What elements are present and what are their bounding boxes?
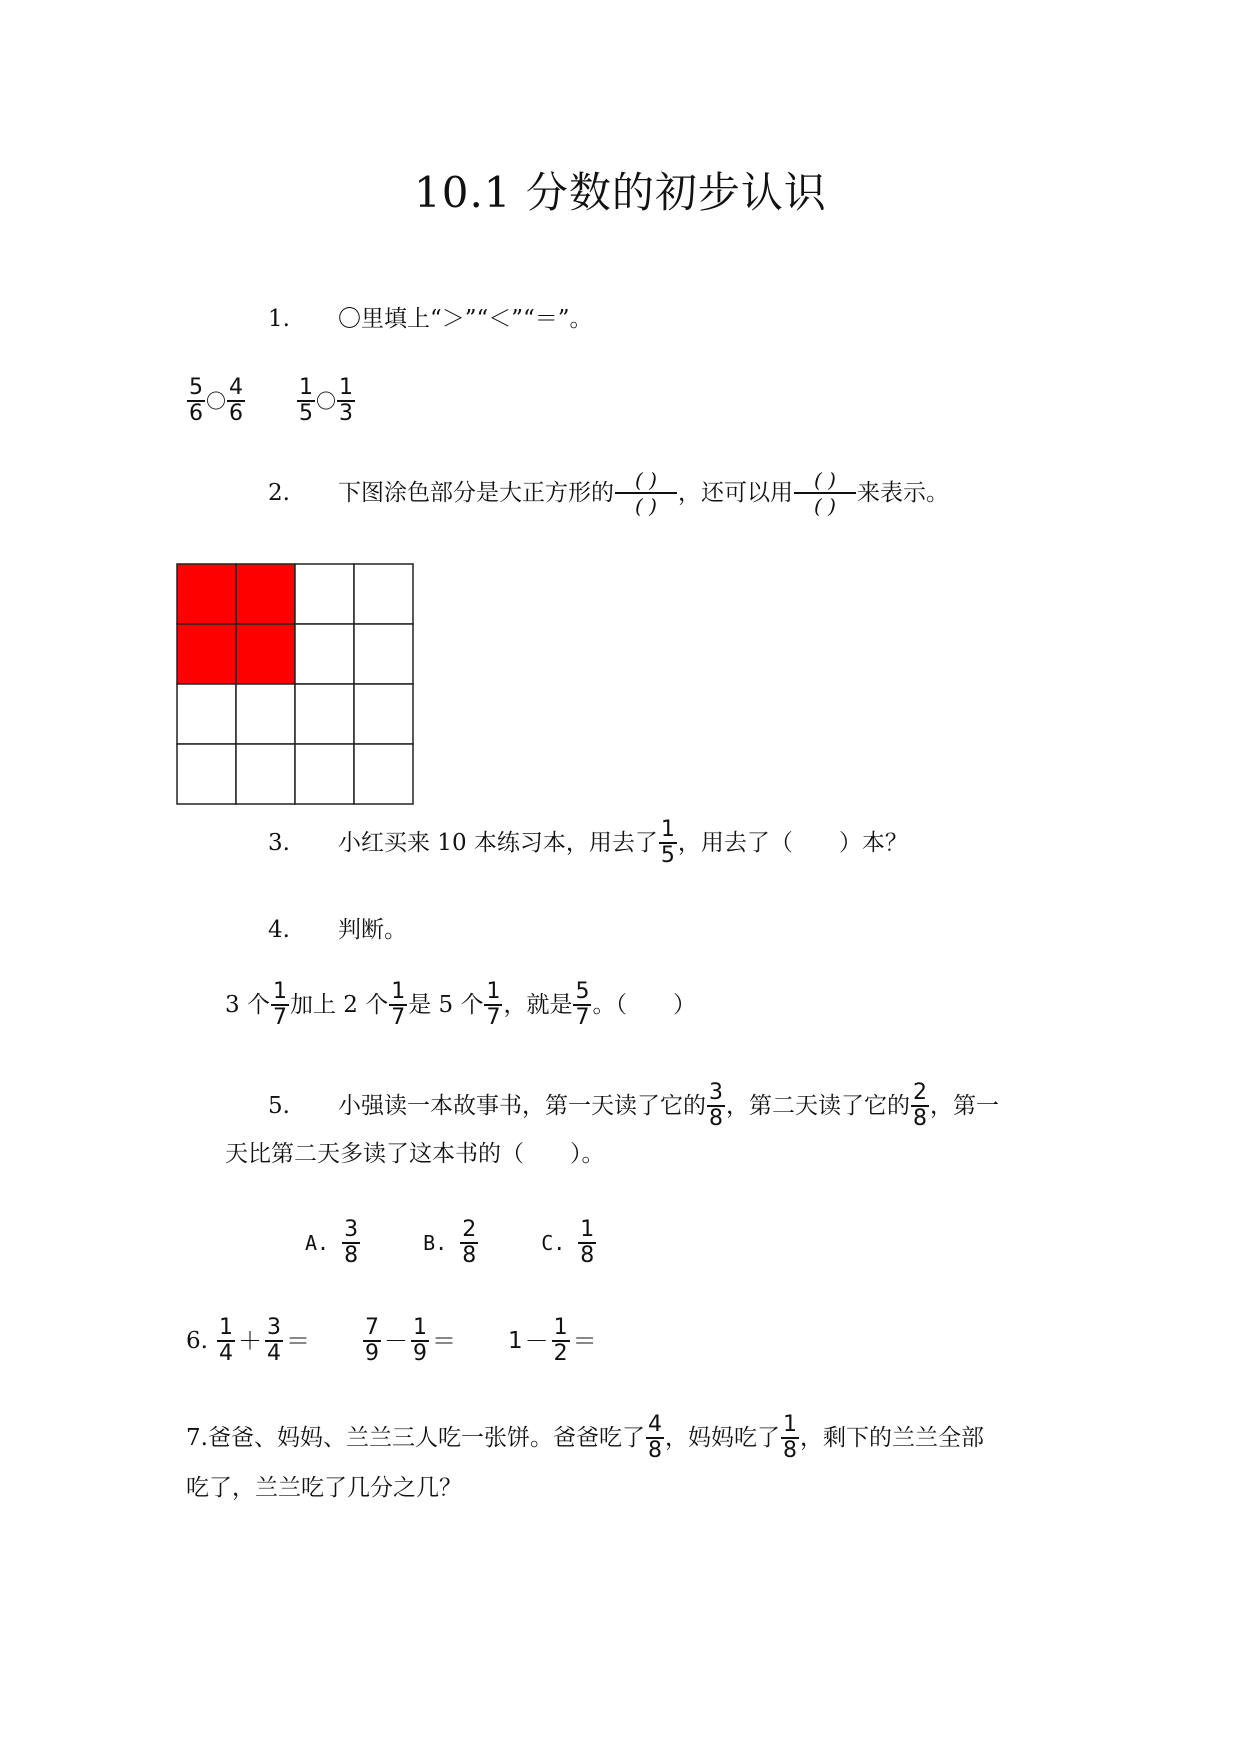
blank-fraction[interactable]: $\frac{( )}{( )}$ — [794, 468, 856, 518]
question-text: 7.爸爸、妈妈、兰兰三人吃一张饼。爸爸吃了 — [186, 1424, 645, 1451]
fraction: $\frac{4}{8}$ — [647, 1412, 662, 1463]
question-text: ，第二天读了它的 — [726, 1092, 910, 1119]
fraction: $\frac{4}{6}$ — [229, 375, 243, 426]
fraction: $\frac{2}{8}$ — [913, 1080, 927, 1131]
number: 1 — [507, 1327, 523, 1354]
fraction: $\frac{3}{4}$ — [266, 1315, 281, 1366]
question-text: 下图涂色部分是大正方形的 — [338, 479, 614, 506]
question-text: ，还可以用 — [678, 479, 793, 506]
fraction: $\frac{1}{5}$ — [299, 375, 313, 426]
grid-cell — [236, 744, 295, 804]
option-a[interactable]: A. $\frac{3}{8}$ — [305, 1217, 359, 1268]
grid-cell-shaded — [177, 624, 236, 684]
question-text: 〇里填上“＞”“＜”“＝”。 — [338, 306, 593, 332]
equals-sign: ＝ — [431, 1327, 456, 1355]
grid-cell-shaded — [236, 564, 295, 624]
question-number: 6. — [186, 1327, 208, 1354]
question-4-statement — [225, 980, 696, 1030]
grid-cell — [354, 624, 413, 684]
fraction: $\frac{1}{7}$ — [272, 979, 287, 1030]
grid-cell — [354, 564, 413, 624]
equals-sign: ＝ — [285, 1327, 310, 1355]
plus-sign: ＋ — [237, 1327, 262, 1355]
fraction: $\frac{1}{3}$ — [339, 375, 353, 426]
question-6 — [186, 1316, 599, 1366]
fraction: $\frac{5}{6}$ — [189, 375, 203, 426]
question-number: 1. — [268, 306, 290, 332]
fraction: $\frac{1}{7}$ — [486, 979, 501, 1030]
question-text: 判断。 — [338, 917, 407, 943]
option-c[interactable]: C. $\frac{1}{8}$ — [541, 1217, 595, 1268]
fraction: $\frac{1}{9}$ — [412, 1315, 427, 1366]
fraction: $\frac{1}{4}$ — [218, 1315, 233, 1366]
grid-cell — [177, 684, 236, 744]
fraction: $\frac{1}{8}$ — [782, 1412, 797, 1463]
question-5 — [268, 1081, 999, 1131]
grid-cell-shaded — [236, 624, 295, 684]
question-text: 小强读一本故事书，第一天读了它的 — [338, 1092, 706, 1119]
statement-text: ，就是 — [503, 991, 573, 1018]
statement-text: 3 个 — [225, 991, 270, 1018]
statement-text: 加上 2 个 — [289, 991, 389, 1018]
shaded-grid — [176, 563, 416, 807]
grid-cell — [177, 744, 236, 804]
question-1 — [268, 308, 593, 331]
question-number: 3. — [268, 829, 290, 856]
question-text: 来表示。 — [857, 479, 949, 506]
page-title: 10.1 分数的初步认识 — [414, 168, 827, 217]
minus-sign: － — [383, 1327, 408, 1355]
compare-circle[interactable]: 〇 — [206, 389, 226, 413]
question-number: 5. — [268, 1092, 290, 1119]
blank-fraction[interactable]: $\frac{( )}{( )}$ — [615, 468, 677, 518]
option-b[interactable]: B. $\frac{2}{8}$ — [423, 1217, 477, 1268]
question-7-line-2: 吃了，兰兰吃了几分之几？ — [186, 1475, 462, 1501]
grid-cell — [354, 744, 413, 804]
question-text: ，剩下的兰兰全部 — [799, 1424, 984, 1451]
question-number: 2. — [268, 479, 290, 506]
fraction: $\frac{1}{7}$ — [391, 979, 406, 1030]
question-number: 4. — [268, 917, 290, 943]
grid-cell — [295, 684, 354, 744]
statement-text: 是 5 个 — [408, 991, 484, 1018]
answer-blank[interactable]: 。（ ） — [592, 991, 696, 1018]
grid-cell — [295, 744, 354, 804]
question-3 — [268, 818, 908, 868]
fraction: $\frac{5}{7}$ — [575, 979, 590, 1030]
compare-circle[interactable]: 〇 — [316, 389, 336, 413]
question-7 — [186, 1413, 984, 1463]
question-text: ，妈妈吃了 — [664, 1424, 780, 1451]
question-1-expressions — [186, 376, 356, 426]
question-4 — [268, 919, 407, 942]
fraction: $\frac{1}{5}$ — [660, 817, 675, 868]
question-2 — [268, 468, 949, 518]
grid-cell — [295, 624, 354, 684]
grid-cell — [236, 684, 295, 744]
grid-cell — [295, 564, 354, 624]
fraction: $\frac{1}{2}$ — [553, 1315, 568, 1366]
fraction: $\frac{3}{8}$ — [709, 1080, 723, 1131]
question-text: ，第一 — [930, 1092, 999, 1119]
equals-sign: ＝ — [572, 1327, 597, 1355]
grid-cell-shaded — [177, 564, 236, 624]
fraction: $\frac{7}{9}$ — [364, 1315, 379, 1366]
question-5-options — [305, 1218, 597, 1268]
question-text: ，用去了（ ）本？ — [677, 829, 908, 856]
minus-sign: － — [524, 1327, 549, 1355]
grid-cell — [354, 684, 413, 744]
question-5-line-2: 天比第二天多读了这本书的（ ）。 — [225, 1141, 605, 1167]
question-text: 小红买来 10 本练习本，用去了 — [338, 829, 658, 856]
